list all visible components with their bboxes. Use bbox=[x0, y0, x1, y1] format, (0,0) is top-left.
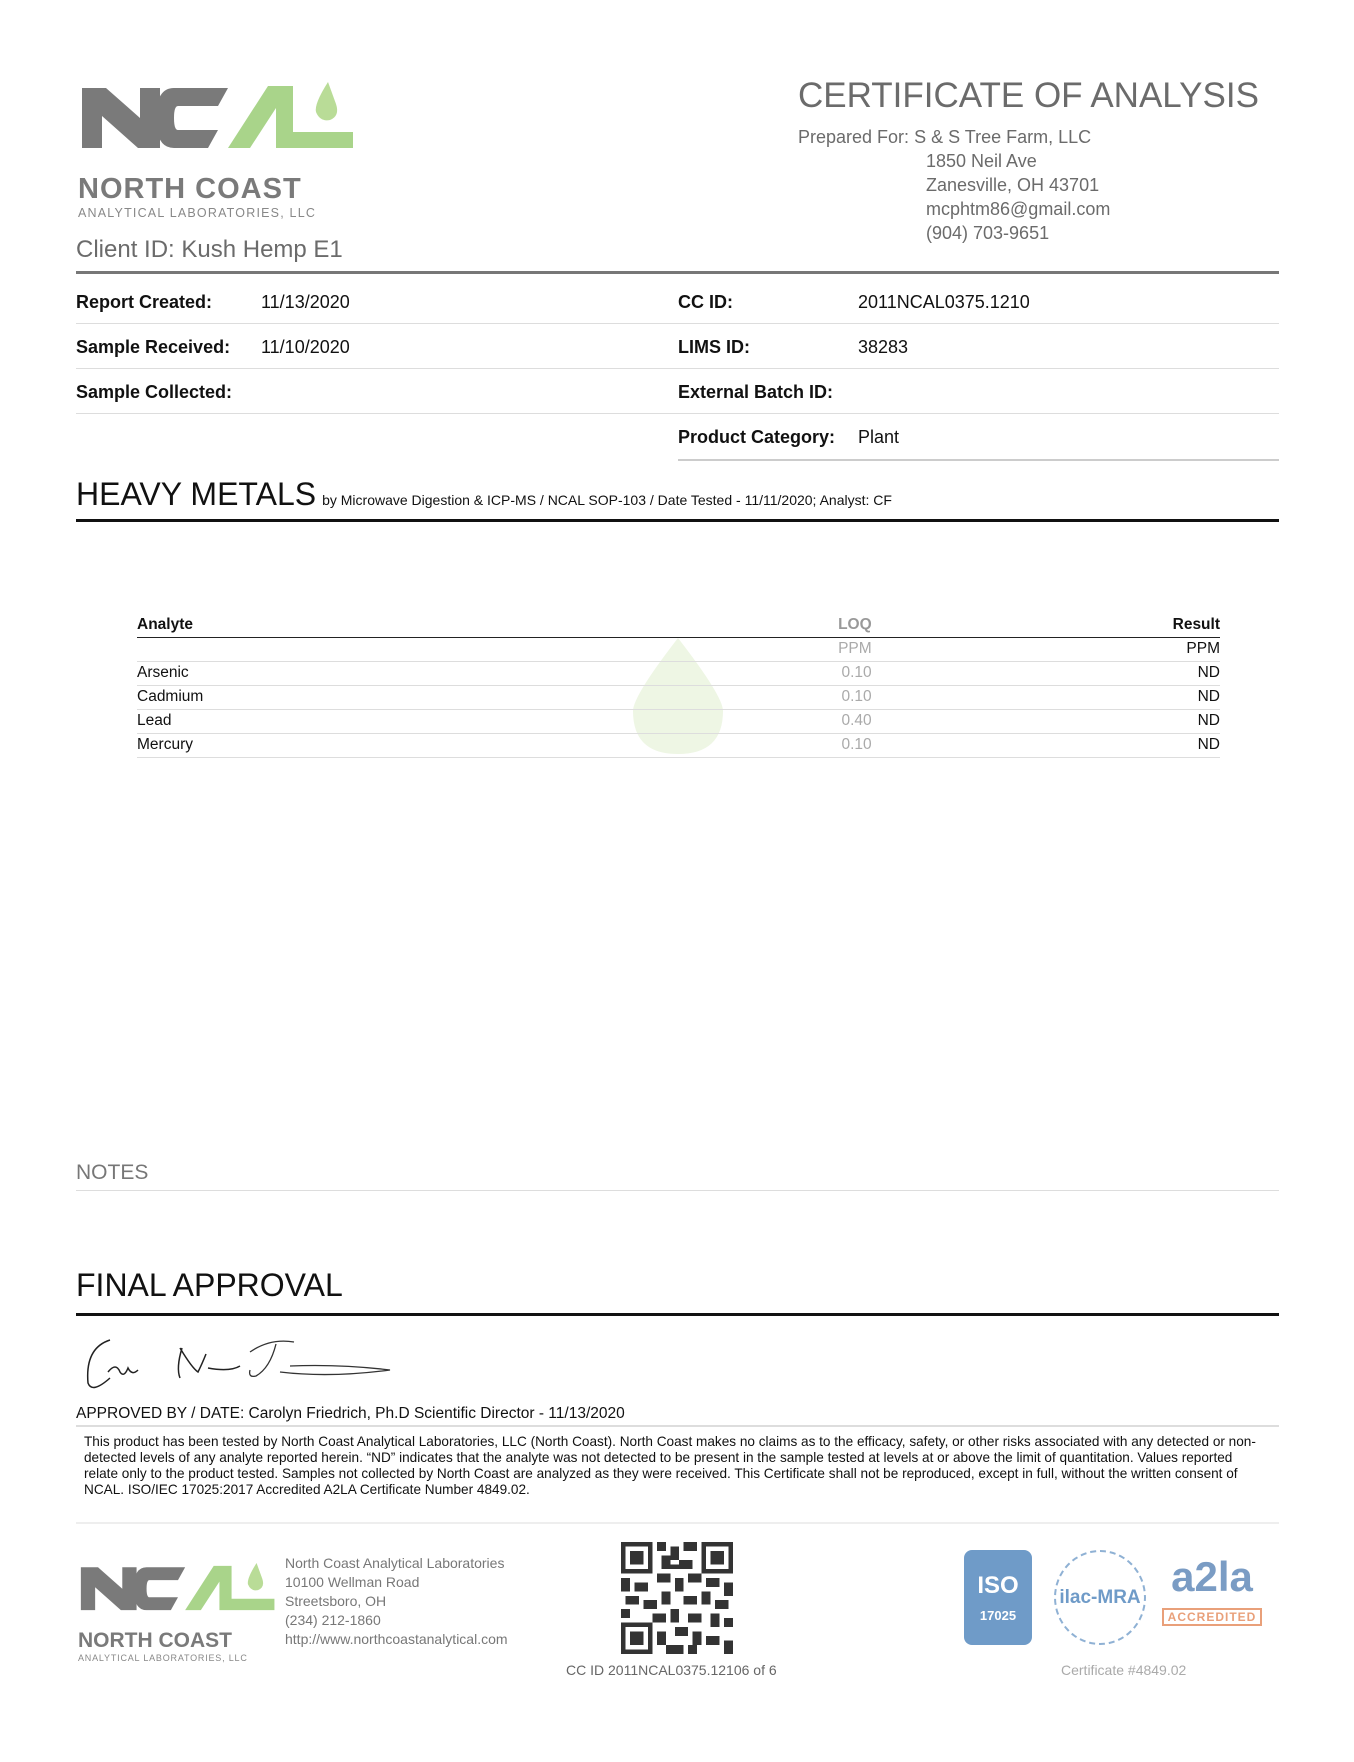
loq: 0.10 bbox=[625, 733, 872, 757]
loq: 0.40 bbox=[625, 709, 872, 733]
accredited-text: ACCREDITED bbox=[1162, 1608, 1262, 1626]
divider bbox=[76, 1425, 1279, 1427]
iso-badge bbox=[964, 1550, 1032, 1645]
divider bbox=[76, 413, 1279, 414]
result: ND bbox=[872, 709, 1220, 733]
product-category-value: Plant bbox=[858, 427, 900, 447]
certificate-number: Certificate #4849.02 bbox=[1061, 1662, 1187, 1678]
sample-collected-label: Sample Collected: bbox=[76, 382, 233, 402]
ncal-logo bbox=[78, 78, 358, 220]
address1: 1850 Neil Ave bbox=[926, 151, 1037, 171]
a2la-text: a2la bbox=[1171, 1553, 1253, 1600]
units-row bbox=[137, 637, 1220, 661]
lab-website[interactable]: http://www.northcoastanalytical.com bbox=[285, 1631, 508, 1647]
divider bbox=[76, 1190, 1279, 1191]
logo-name: NORTH COAST bbox=[78, 173, 302, 205]
analyte: Lead bbox=[137, 709, 625, 733]
ilac-text: ilac-MRA bbox=[1059, 1586, 1141, 1608]
notes-title: NOTES bbox=[76, 1161, 149, 1184]
footer-address bbox=[285, 1554, 508, 1649]
method-text: by Microwave Digestion & ICP-MS / NCAL SOP-103 / Date Tested - 11/11/2020; Analyst: CF bbox=[322, 492, 892, 508]
cc-id-value: 2011NCAL0375.1210 bbox=[858, 292, 1030, 312]
signature-image bbox=[80, 1328, 400, 1398]
a2la-badge bbox=[1158, 1552, 1266, 1642]
email: mcphtm86@gmail.com bbox=[926, 199, 1111, 219]
divider bbox=[76, 368, 1279, 369]
cc-page-number: CC ID 2011NCAL0375.12106 of 6 bbox=[566, 1662, 777, 1678]
approved-by: APPROVED BY / DATE: Carolyn Friedrich, Ph.D Scientific Director - 11/13/2020 bbox=[76, 1405, 625, 1422]
section-title: HEAVY METALS bbox=[76, 476, 317, 512]
table-header bbox=[137, 613, 1220, 637]
lab-name: North Coast Analytical Laboratories bbox=[285, 1555, 505, 1571]
lab-street: 10100 Wellman Road bbox=[285, 1574, 420, 1590]
prepared-label: Prepared For: bbox=[798, 127, 910, 147]
footer-logo bbox=[78, 1560, 278, 1663]
external-batch-label: External Batch ID: bbox=[678, 382, 834, 402]
divider bbox=[76, 271, 1279, 274]
table-row bbox=[137, 685, 1220, 709]
ilac-mra-badge bbox=[1054, 1550, 1146, 1645]
col-loq: LOQ bbox=[625, 613, 872, 637]
table-row bbox=[137, 733, 1220, 757]
footer-logo-sub: ANALYTICAL LABORATORIES, LLC bbox=[78, 1653, 248, 1663]
table-row bbox=[137, 709, 1220, 733]
iso-number: 17025 bbox=[979, 1608, 1017, 1623]
divider bbox=[76, 519, 1279, 522]
col-result: Result bbox=[872, 613, 1220, 637]
lims-id-label: LIMS ID: bbox=[678, 337, 750, 357]
divider bbox=[76, 1522, 1279, 1524]
lab-phone: (234) 212-1860 bbox=[285, 1612, 381, 1628]
lims-id-value: 38283 bbox=[858, 337, 909, 357]
ncal-logo-graphic bbox=[78, 78, 358, 170]
section-heavy-metals bbox=[76, 476, 892, 513]
divider bbox=[76, 323, 1279, 324]
lab-city: Streetsboro, OH bbox=[285, 1593, 387, 1609]
client-name: S & S Tree Farm, LLC bbox=[914, 127, 1092, 147]
sample-received-label: Sample Received: bbox=[76, 337, 231, 357]
analyte: Cadmium bbox=[137, 685, 625, 709]
result: ND bbox=[872, 733, 1220, 757]
heavy-metals-table bbox=[137, 613, 1220, 758]
final-approval-title: FINAL APPROVAL bbox=[76, 1267, 343, 1303]
result: ND bbox=[872, 685, 1220, 709]
divider bbox=[678, 459, 1279, 461]
loq-unit: PPM bbox=[625, 637, 872, 661]
report-created-value: 11/13/2020 bbox=[261, 292, 350, 312]
prepared-for bbox=[798, 125, 1110, 245]
phone: (904) 703-9651 bbox=[926, 223, 1050, 243]
analyte: Arsenic bbox=[137, 661, 625, 685]
address2: Zanesville, OH 43701 bbox=[926, 175, 1100, 195]
result-unit: PPM bbox=[872, 637, 1220, 661]
product-category-label: Product Category: bbox=[678, 427, 836, 447]
analyte: Mercury bbox=[137, 733, 625, 757]
disclaimer: This product has been tested by North Coast Analytical Laboratories, LLC (North Coast). North Coast makes no claims as to the efficacy, safety, or other risks associated with any detected or non-detected levels of any analyte reported herein. “ND” indicates that the analyte was not detected to be present in the sample tested at levels at or above the limit of quantitation. Values reported relate only to the product tested. Samples not collected by North Coast are analyzed as they were received. This Certificate shall not be reproduced, except in full, without the written consent of NCAL. ISO/IEC 17025:2017 Accredited A2LA Certificate Number 4849.02. bbox=[84, 1434, 1256, 1497]
qr-code-icon[interactable] bbox=[621, 1542, 733, 1654]
document-title: CERTIFICATE OF ANALYSIS bbox=[798, 76, 1259, 115]
loq: 0.10 bbox=[625, 685, 872, 709]
col-analyte: Analyte bbox=[137, 613, 625, 637]
footer-logo-name: NORTH COAST bbox=[78, 1629, 232, 1652]
client-id: Client ID: Kush Hemp E1 bbox=[76, 236, 343, 263]
footer-logo-graphic bbox=[78, 1560, 278, 1626]
iso-text: ISO bbox=[977, 1572, 1019, 1599]
logo-sub: ANALYTICAL LABORATORIES, LLC bbox=[78, 206, 317, 220]
divider bbox=[76, 1313, 1279, 1316]
loq: 0.10 bbox=[625, 661, 872, 685]
cc-id-label: CC ID: bbox=[678, 292, 733, 312]
sample-received-value: 11/10/2020 bbox=[261, 337, 350, 357]
result: ND bbox=[872, 661, 1220, 685]
table-row bbox=[137, 661, 1220, 685]
report-created-label: Report Created: bbox=[76, 292, 213, 312]
